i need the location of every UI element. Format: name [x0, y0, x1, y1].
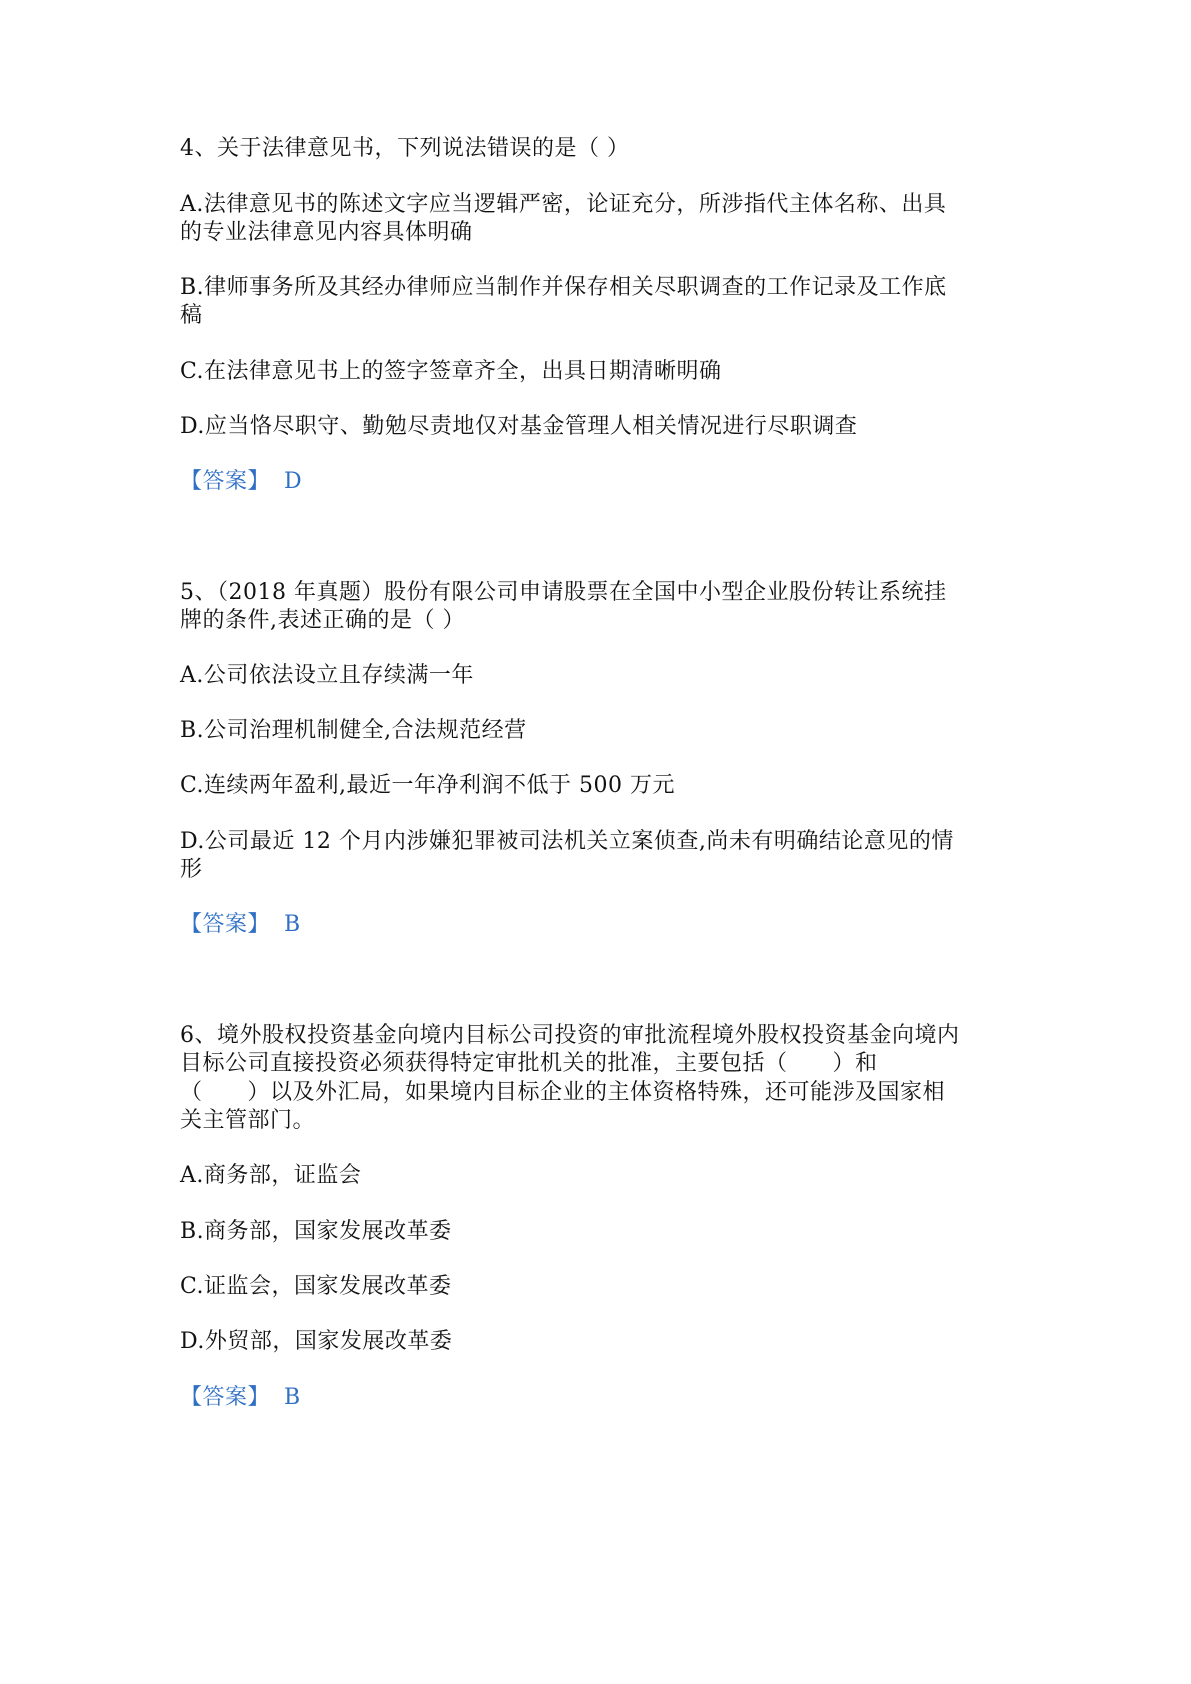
question-6-stem: 6、境外股权投资基金向境内目标公司投资的审批流程境外股权投资基金向境内: [180, 1023, 960, 1048]
question-6-answer: [180, 1382, 301, 1414]
question-6-option-a: A.商务部，证监会: [180, 1163, 362, 1188]
question-5-stem: 5、（2018 年真题）股份有限公司申请股票在全国中小型企业股份转让系统挂: [180, 580, 947, 605]
question-6-option-b: B.商务部，国家发展改革委: [180, 1219, 452, 1244]
answer-label: 【答案】: [180, 1385, 271, 1410]
question-6-stem-cont-3: 关主管部门。: [180, 1108, 316, 1133]
question-5-answer: [180, 909, 301, 941]
question-4-option-a-cont: 的专业法律意见内容具体明确: [180, 220, 473, 245]
question-5-option-d: D.公司最近 12 个月内涉嫌犯罪被司法机关立案侦查,尚未有明确结论意见的情: [180, 829, 954, 854]
question-6-stem-cont-2: （ ）以及外汇局，如果境内目标企业的主体资格特殊，还可能涉及国家相: [180, 1080, 946, 1105]
question-4-answer: [180, 466, 302, 498]
answer-value: B: [284, 912, 301, 937]
question-4-option-d: D.应当恪尽职守、勤勉尽责地仅对基金管理人相关情况进行尽职调查: [180, 414, 858, 439]
question-4-option-c: C.在法律意见书上的签字签章齐全，出具日期清晰明确: [180, 359, 722, 384]
question-4-stem: 4、关于法律意见书，下列说法错误的是（ ）: [180, 136, 630, 161]
question-4-option-b-cont: 稿: [180, 303, 203, 328]
question-5-option-d-cont: 形: [180, 857, 203, 882]
answer-value: B: [284, 1385, 301, 1410]
question-6-option-c: C.证监会，国家发展改革委: [180, 1274, 452, 1299]
question-5-option-b: B.公司治理机制健全,合法规范经营: [180, 718, 527, 743]
answer-label: 【答案】: [180, 469, 271, 494]
question-5-option-a: A.公司依法设立且存续满一年: [180, 663, 474, 688]
question-5-option-c: C.连续两年盈利,最近一年净利润不低于 500 万元: [180, 773, 676, 798]
question-6-option-d: D.外贸部，国家发展改革委: [180, 1329, 453, 1354]
question-5-stem-cont: 牌的条件,表述正确的是（ ）: [180, 608, 465, 633]
answer-value: D: [284, 469, 303, 494]
question-6-stem-cont-1: 目标公司直接投资必须获得特定审批机关的批准，主要包括（ ）和: [180, 1051, 878, 1076]
question-4-option-b: B.律师事务所及其经办律师应当制作并保存相关尽职调查的工作记录及工作底: [180, 275, 947, 300]
question-4-option-a: A.法律意见书的陈述文字应当逻辑严密，论证充分，所涉指代主体名称、出具: [180, 192, 947, 217]
answer-label: 【答案】: [180, 912, 271, 937]
